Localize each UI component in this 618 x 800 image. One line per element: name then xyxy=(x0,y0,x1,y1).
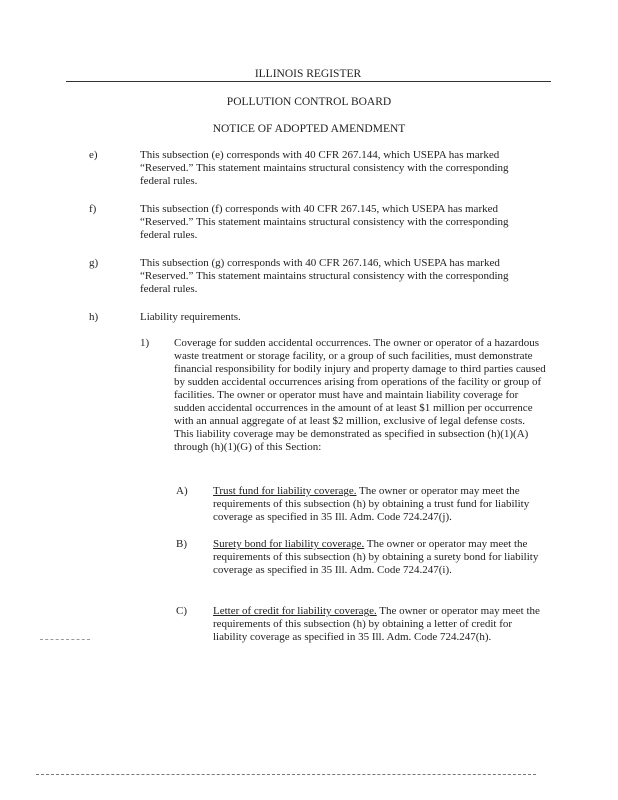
sub-c-label: C) xyxy=(176,605,187,617)
sub-a-paragraph xyxy=(213,485,548,524)
sub-b-label: B) xyxy=(176,538,187,550)
register-title: ILLINOIS REGISTER xyxy=(254,68,362,80)
section-g-text: This subsection (g) corresponds with 40 CFR 267.146, which USEPA has marked “Reserved.” This statement maintains structural consistency with the corresponding federal rules. xyxy=(140,257,509,295)
sub-b-paragraph xyxy=(213,538,548,577)
sub-b-title: Surety bond for liability coverage. xyxy=(213,538,365,550)
section-e-label: e) xyxy=(89,149,98,161)
section-f-text: This subsection (f) corresponds with 40 CFR 267.145, which USEPA has marked “Reserved.” This statement maintains structural consistency with the corresponding federal rules. xyxy=(140,203,509,241)
section-g-label: g) xyxy=(89,257,99,269)
header-rule xyxy=(66,81,551,82)
footer-rule xyxy=(36,774,536,775)
section-h-label: h) xyxy=(89,311,99,323)
section-f-label: f) xyxy=(89,203,97,215)
sub-a-title: Trust fund for liability coverage. xyxy=(213,485,357,497)
sub-a-text: The owner or operator may meet the requirements of this subsection (h) by obtaining a trust fund for liability coverage as specified in 35 Ill. Adm. Code 724.247(j). xyxy=(213,485,530,523)
sub-a-label: A) xyxy=(176,485,188,497)
sub-c-text: The owner or operator may meet the requirements of this subsection (h) by obtaining a letter of credit for liability coverage as specified in 35 Ill. Adm. Code 724.247(h). xyxy=(213,605,540,643)
section-e-text: This subsection (e) corresponds with 40 CFR 267.144, which USEPA has marked “Reserved.” This statement maintains structural consistency with the corresponding federal rules. xyxy=(140,149,509,187)
section-h-text: Liability requirements. xyxy=(140,311,241,323)
sub-b-text: The owner or operator may meet the requirements of this subsection (h) by obtaining a surety bond for liability coverage as specified in 35 Ill. Adm. Code 724.247(i). xyxy=(213,538,539,576)
item-1-text: Coverage for sudden accidental occurrences. The owner or operator of a hazardous waste treatment or storage facility, or a group of such facilities, must demonstrate financial responsibility for bodily injury and property damage to third parties caused by sudden accidental occurrences arising from operations of the facility or group of facilities. The owner or operator must have and maintain liability coverage for sudden accidental occurrences in the amount of at least $1 million per occurrence with an annual aggregate of at least $2 million, exclusive of legal defense costs. This liability coverage may be demonstrated as specified in subsection (h)(1)(A) through (h)(1)(G) of this Section: xyxy=(174,337,546,453)
sub-c-paragraph xyxy=(213,605,548,644)
sub-c-title: Letter of credit for liability coverage. xyxy=(213,605,377,617)
board-title: POLLUTION CONTROL BOARD xyxy=(226,96,392,108)
margin-mark xyxy=(40,639,90,640)
notice-title: NOTICE OF ADOPTED AMENDMENT xyxy=(212,123,406,135)
item-1-label: 1) xyxy=(140,337,150,349)
